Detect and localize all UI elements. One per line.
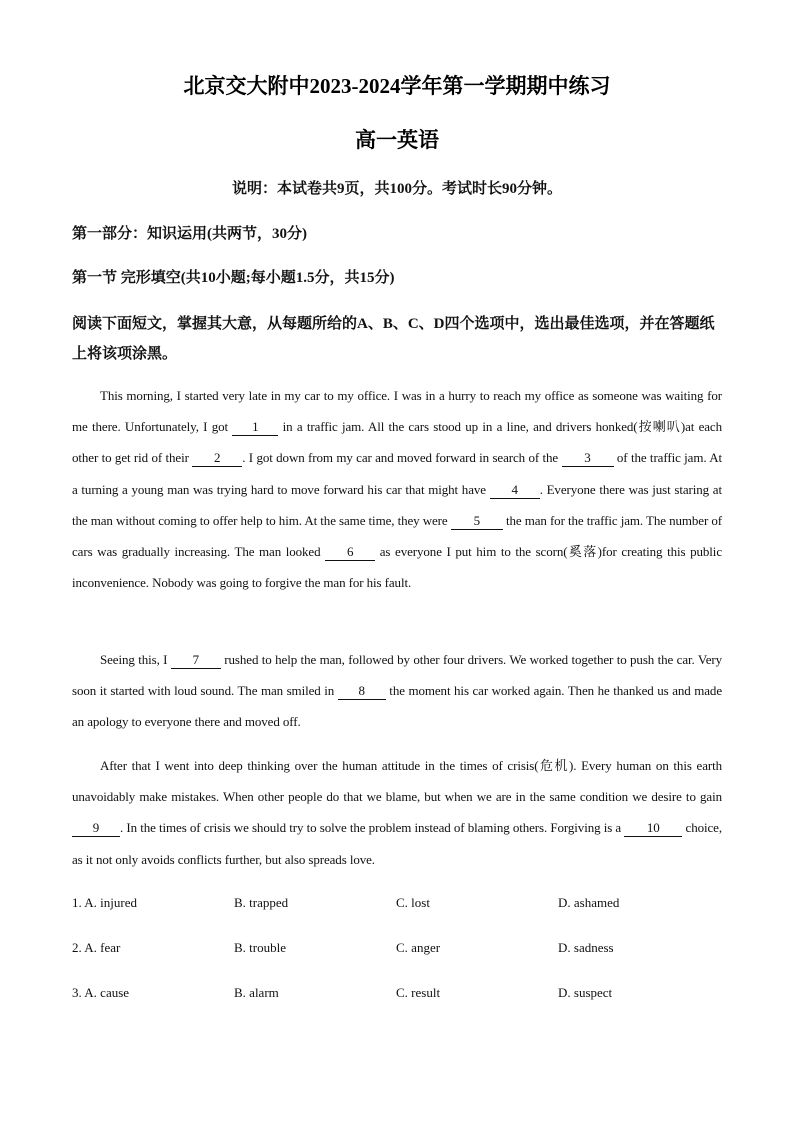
question-2-options xyxy=(72,940,722,960)
passage-text: rushed to help the man, followed by other four drivers. We worked together to push the car. Very soon it started with loud sound. The man smiled in xyxy=(72,652,722,699)
blank-8: 8 xyxy=(338,683,386,700)
blank-10: 10 xyxy=(624,820,682,837)
passage-paragraph-3 xyxy=(72,750,722,875)
blank-5: 5 xyxy=(451,513,503,530)
passage-paragraph-2 xyxy=(72,644,722,738)
option-d: D. suspect xyxy=(558,985,613,1000)
option-b: B. trapped xyxy=(234,895,289,910)
blank-3: 3 xyxy=(562,450,614,467)
exam-title: 北京交大附中2023-2024学年第一学期期中练习 xyxy=(183,74,611,98)
exam-note: 说明：本试卷共9页，共100分。考试时长90分钟。 xyxy=(231,181,562,197)
passage-text: . I got down from my car and moved forward in search of the xyxy=(242,450,562,466)
option-b: B. trouble xyxy=(234,940,286,955)
passage-text: the moment his car worked again. Then he thanked us and made an apology to everyone there and moved off. xyxy=(72,683,722,730)
passage-text: in a traffic jam. All the cars stood up in a line, and drivers honked(按喇叭)at each other to get rid of their xyxy=(72,419,722,466)
blank-9: 9 xyxy=(72,820,120,837)
passage-text: This morning, I started very late in my car to my office. I was in a hurry to reach my office as someone was waiting for me there. Unfortunately, I got xyxy=(72,388,722,435)
option-c: C. anger xyxy=(396,940,441,955)
part-heading: 第一部分：知识运用(共两节，30分) xyxy=(72,226,307,242)
passage-paragraph-1 xyxy=(72,380,722,598)
option-a: 1. A. injured xyxy=(72,895,137,910)
passage-text: of the traffic jam. At a turning a young man was trying hard to move forward his car that might have xyxy=(72,450,722,497)
exam-subtitle: 高一英语 xyxy=(355,128,439,152)
option-a: 3. A. cause xyxy=(72,985,130,1000)
option-d: D. ashamed xyxy=(558,895,620,910)
option-c: C. result xyxy=(396,985,441,1000)
passage-text: . Everyone there was just staring at the man without coming to offer help to him. At the same time, they were xyxy=(72,481,722,528)
passage-text: . In the times of crisis we should try to solve the problem instead of blaming others. Forgiving is a xyxy=(120,820,625,836)
blank-1: 1 xyxy=(232,419,278,436)
option-b: B. alarm xyxy=(234,985,279,1000)
passage-text: the man for the traffic jam. The number of cars was gradually increasing. The man looked xyxy=(72,512,723,560)
blank-4: 4 xyxy=(490,482,540,499)
section-heading: 第一节 完形填空(共10小题;每小题1.5分，共15分) xyxy=(72,270,395,286)
question-3-options xyxy=(72,985,722,1005)
option-d: D. sadness xyxy=(558,940,614,955)
option-a: 2. A. fear xyxy=(72,940,121,955)
blank-7: 7 xyxy=(171,652,221,669)
passage-text: After that I went into deep thinking over the human attitude in the times of crisis(危机). Every human on this earth unavoidably make mistakes. When other people do that we blame, but when we are in the same condition we desire to gain xyxy=(72,758,722,805)
question-1-options xyxy=(72,895,722,915)
passage-text: Seeing this, I xyxy=(100,652,171,667)
passage-text: choice, as it not only avoids conflicts further, but also spreads love. xyxy=(72,820,722,867)
instructions: 阅读下面短文，掌握其大意，从每题所给的A、B、C、D四个选项中，选出最佳选项，并在答题纸上将该项涂黑。 xyxy=(72,316,715,362)
passage-text: as everyone I put him to the scorn(奚落)for creating this public inconvenience. Nobody was going to forgive the man for his fault. xyxy=(72,544,722,591)
blank-6: 6 xyxy=(325,544,375,561)
option-c: C. lost xyxy=(396,895,430,910)
blank-2: 2 xyxy=(192,450,242,467)
